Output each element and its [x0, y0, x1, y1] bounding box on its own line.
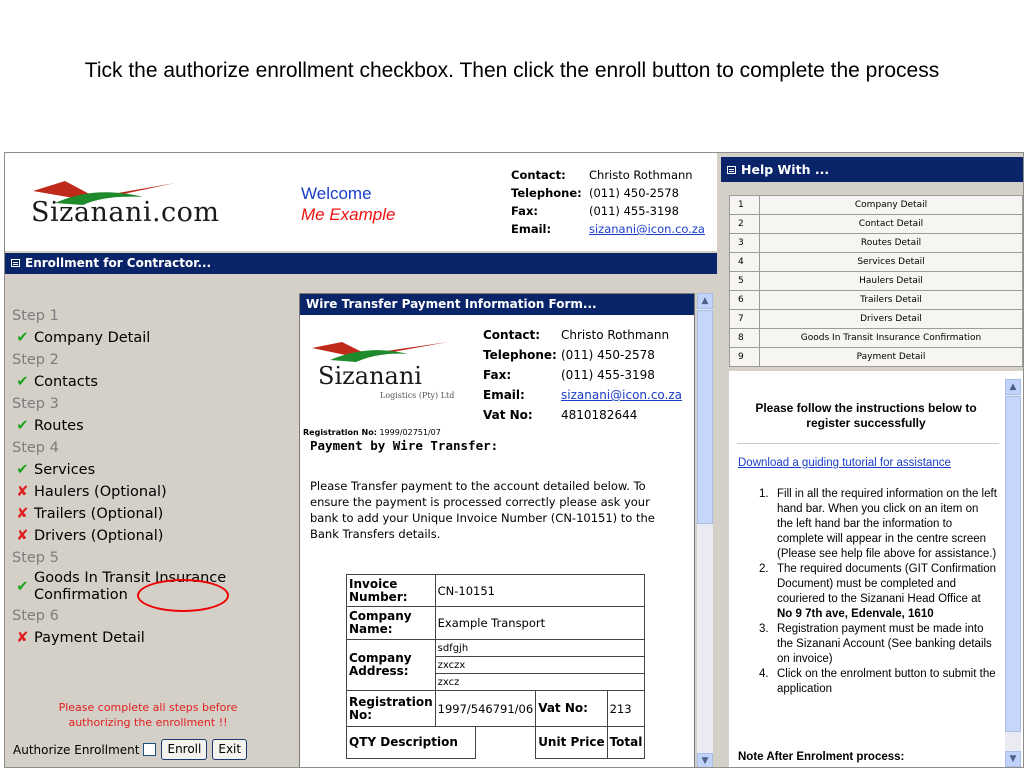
step-label: Step 6: [12, 608, 59, 624]
instruction-text: Tick the authorize enrollment checkbox. Then click the enroll button to complete the process: [84, 59, 940, 82]
step-label: Step 2: [12, 352, 59, 368]
help-panel: [721, 157, 1023, 768]
step-item-haulers[interactable]: ✘ Haulers (Optional): [12, 481, 254, 503]
form-email-link[interactable]: sizanani@icon.co.za: [561, 388, 683, 402]
step-item-drivers[interactable]: ✘ Drivers (Optional): [12, 525, 254, 547]
enroll-button[interactable]: Enroll: [161, 739, 207, 760]
scroll-down-icon[interactable]: ▼: [1005, 751, 1021, 767]
email-label: Email:: [511, 222, 552, 236]
cross-icon: ✘: [16, 528, 29, 544]
menu-icon: [727, 166, 736, 174]
highlight-oval: [137, 579, 229, 612]
logo-wordmark: Sizanani: [318, 362, 422, 390]
help-item-services-detail[interactable]: 4 Services Detail: [730, 253, 1023, 272]
cross-icon: ✘: [16, 630, 29, 646]
cross-icon: ✘: [16, 506, 29, 522]
invoice-table: Invoice Number: CN-10151 Company Name: Example Transport Company Address: sdfgjh zxczx zxcz Registration No: 1997/546791/06 Vat No: 213 QTY Description Unit Price Total: [346, 574, 645, 759]
help-item-goods-in-transit[interactable]: 8 Goods In Transit Insurance Confirmation: [730, 329, 1023, 348]
fax-value: (011) 455-3198: [589, 204, 679, 218]
scroll-up-icon[interactable]: ▲: [697, 293, 713, 309]
contact-value: Christo Rothmann: [589, 168, 693, 182]
tutorial-link[interactable]: Download a guiding tutorial for assistance: [738, 457, 951, 469]
welcome-block: [301, 183, 395, 225]
form-contact: Contact: Christo Rothmann Telephone: (011) 450-2578 Fax: (011) 455-3198 Email: sizanani@icon.co.za Vat No: 4810182644: [483, 328, 683, 422]
scroll-down-icon[interactable]: ▼: [697, 753, 713, 768]
check-icon: ✔: [16, 578, 29, 595]
application-window: [4, 152, 1024, 768]
help-item-trailers-detail[interactable]: 6 Trailers Detail: [730, 291, 1023, 310]
help-item-company-detail[interactable]: 1 Company Detail: [730, 196, 1023, 215]
user-name: Me Example: [301, 205, 396, 224]
payment-heading: Payment by Wire Transfer:: [310, 438, 499, 453]
instruction-item: 2. The required documents (GIT Confirmation Document) must be completed and couriered to the Sizanani Head Office at No 9 7th ave, Edenvale, 1610: [759, 563, 997, 620]
help-item-routes-detail[interactable]: 3 Routes Detail: [730, 234, 1023, 253]
after-enrolment-note: Note After Enrolment process:: [738, 751, 905, 763]
telephone-label: Telephone:: [511, 186, 582, 200]
email-link[interactable]: sizanani@icon.co.za: [589, 222, 705, 236]
fax-label: Fax:: [511, 204, 538, 218]
step-item-contacts[interactable]: ✔ Contacts: [12, 371, 254, 393]
step-item-company-detail[interactable]: ✔ Company Detail: [12, 327, 254, 349]
step-label: Step 1: [12, 308, 59, 324]
telephone-value: (011) 450-2578: [589, 186, 679, 200]
step-label: Step 3: [12, 396, 59, 412]
help-titlebar: [721, 157, 1023, 182]
check-icon: ✔: [16, 418, 29, 434]
instruction-item: 3. Registration payment must be made into the Sizanani Account (See banking details on invoice): [759, 623, 992, 665]
sizanani-logo: Sizanani.com: [25, 181, 265, 233]
divider: [737, 443, 999, 444]
payment-form: [299, 293, 695, 768]
enrollment-title: Enrollment for Contractor...: [25, 256, 212, 270]
authorize-checkbox[interactable]: [143, 743, 156, 756]
check-icon: ✔: [16, 462, 29, 478]
header-contact: [511, 166, 705, 238]
enrollment-titlebar: [5, 253, 717, 274]
scrollbar-thumb[interactable]: [1005, 396, 1021, 732]
authorize-label: Authorize Enrollment: [13, 742, 140, 757]
warning-message: Please complete all steps before authorizing the enrollment !!: [58, 701, 238, 729]
help-instructions: [729, 371, 1023, 768]
help-topics-table: [729, 195, 1023, 367]
payment-instructions: Please Transfer payment to the account detailed below. To ensure the payment is processed correctly please ask your bank to add your Unique Invoice Number (CN-10151) to the Bank Transfers details.: [310, 479, 655, 541]
payment-form-title: Wire Transfer Payment Information Form...: [306, 297, 597, 311]
instruction-list: [759, 487, 997, 697]
contact-label: Contact:: [511, 168, 566, 182]
help-item-drivers-detail[interactable]: 7 Drivers Detail: [730, 310, 1023, 329]
logo-subtitle: Logistics (Pty) Ltd: [380, 391, 455, 400]
scrollbar-thumb[interactable]: [697, 310, 713, 524]
header: [5, 153, 717, 251]
welcome-label: Welcome: [301, 184, 372, 203]
sizanani-logistics-logo: [308, 342, 474, 402]
cross-icon: ✘: [16, 484, 29, 500]
menu-icon: [11, 259, 20, 267]
step-item-routes[interactable]: ✔ Routes: [12, 415, 254, 437]
step-item-trailers[interactable]: ✘ Trailers (Optional): [12, 503, 254, 525]
registration-number: Registration No: 1999/02751/07: [303, 428, 441, 437]
step-label: Step 4: [12, 440, 59, 456]
help-instructions-title: Please follow the instructions below to register successfully: [755, 401, 977, 430]
instruction-item: 1. Fill in all the required information on the left hand bar. When you click on an item on the left hand bar the information to complete will appear in the centre screen (Please see help file above for assistance.): [759, 488, 997, 560]
instruction-item: 4. Click on the enrolment button to submit the application: [759, 668, 996, 695]
form-scrollbar[interactable]: [697, 293, 713, 768]
authorize-row: [13, 739, 247, 760]
check-icon: ✔: [16, 374, 29, 390]
check-icon: ✔: [16, 330, 29, 346]
exit-button[interactable]: Exit: [212, 739, 247, 760]
help-item-haulers-detail[interactable]: 5 Haulers Detail: [730, 272, 1023, 291]
help-item-payment-detail[interactable]: 9 Payment Detail: [730, 348, 1023, 367]
payment-form-panel: [295, 277, 717, 768]
step-item-services[interactable]: ✔ Services: [12, 459, 254, 481]
help-item-contact-detail[interactable]: 2 Contact Detail: [730, 215, 1023, 234]
payment-form-titlebar: [300, 294, 694, 315]
scroll-up-icon[interactable]: ▲: [1005, 379, 1021, 395]
help-title: Help With ...: [741, 162, 830, 177]
step-item-payment-detail[interactable]: ✘ Payment Detail: [12, 627, 254, 649]
step-item-goods-in-transit[interactable]: ✔ Goods In Transit Insurance Confirmation: [16, 570, 227, 603]
help-scrollbar[interactable]: [1005, 379, 1021, 767]
steps-sidebar: [5, 277, 295, 768]
step-label: Step 5: [12, 550, 59, 566]
